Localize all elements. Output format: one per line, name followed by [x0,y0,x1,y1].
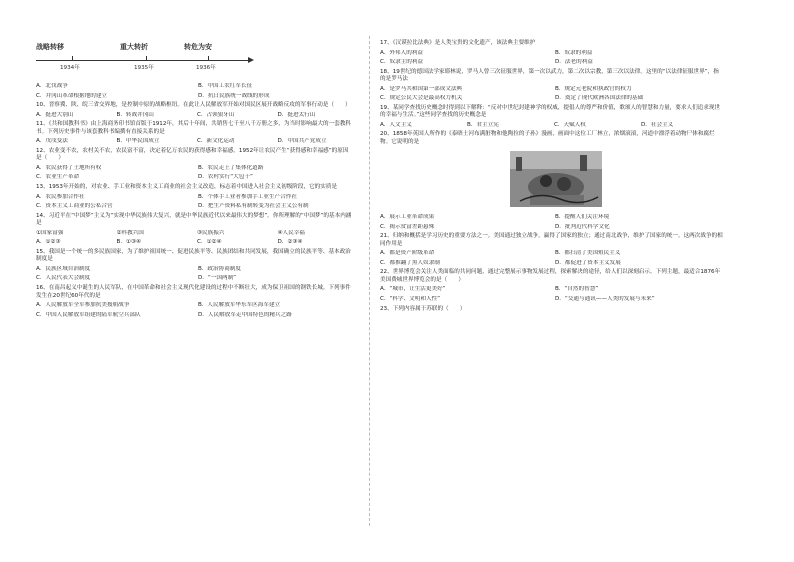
timeline-year-2: 1935年 [134,65,154,71]
answer-option[interactable]: A．都是资产阶级革命 [380,250,435,257]
answer-option[interactable]: A．“城市，让生活更美好” [380,286,446,293]
timeline-label-3: 转危为安 [184,43,212,51]
answer-option[interactable]: C．奴隶主的利益 [380,59,424,66]
answer-option[interactable]: B．都扫清了美国殖民主义 [555,250,621,257]
answer-option[interactable]: B．中华民国成立 [116,138,160,145]
column-divider [369,36,370,526]
answer-option[interactable]: C．中国人民解放军组建的陆军航空兵部队 [36,311,141,318]
answer-options [380,250,724,258]
answer-option[interactable]: A．戊戌变法 [36,138,68,145]
question-text: 14、习近平在“中国梦”主义为“实现中华民族伟大复兴，就是中华民族近代以来最伟大的梦想”。你所理解的“中国梦”的基本内涵是 [36,212,352,227]
answer-option[interactable]: B．农民走上了集体化道路 [198,164,264,171]
answer-options [380,50,724,58]
answer-option[interactable]: B．①③④ [116,239,141,246]
answer-options [36,174,354,182]
answer-option[interactable]: D．“交通与通讯——人类的发展与未来” [555,296,655,303]
answer-options [36,230,354,238]
answer-options [380,95,724,103]
answer-options [380,86,724,94]
answer-option[interactable]: B．转战井冈山 [116,111,154,118]
question-text: 19、某同学查找历史概念时得到以下解释：“反对中世纪封建神学的权威，提倡人的尊严和价值，歌颂人的智慧和力量，要求人们追求现世的幸福与生活。”这些同学查找的历史概念是 [380,104,721,119]
answer-option[interactable]: A．北伐战争 [36,83,68,89]
answer-option[interactable]: ①国家富强 [36,229,64,236]
answer-option[interactable]: D．批判近代科学文化 [555,223,610,230]
timeline-axis [36,60,250,61]
answer-options [380,286,724,294]
answer-option[interactable]: C．农业生产革命 [36,174,80,181]
answer-options [380,59,724,67]
answer-option[interactable]: B．个体手工业者参加手工业生产合作社 [198,193,297,200]
answer-options [36,239,354,247]
answer-options [36,275,354,283]
answer-option[interactable]: D．法老的利益 [555,59,593,66]
right-column [380,40,724,315]
answer-options [36,312,354,320]
left-column [36,40,354,321]
question-text: 16、在南昌起义中诞生的人民军队，在中国革命和社会主义现代化建设的过程中不断壮大，成为保卫祖国的钢铁长城。下列事件发生在20世纪60年代的是 [36,285,351,299]
question-text: 12、农业变不农，农村关不农，农民富不富，决定着亿万农民的获得感和幸福感。1952年让农民产生“获得感和幸福感”的原因是（ ） [36,147,349,162]
answer-options [380,122,724,130]
answer-option[interactable]: D．挺进太行山 [277,111,316,118]
timeline-label-2: 重大转折 [120,43,148,51]
timeline-year-1: 1934年 [60,65,80,71]
answer-option[interactable]: D．②③④ [277,239,303,246]
answer-option[interactable]: C．资本主义工商业的公私合营 [36,203,113,210]
answer-option[interactable]: C．新文化运动 [197,138,235,145]
answer-options [380,296,724,304]
answer-options [380,260,724,268]
timeline-figure [36,40,276,80]
answer-option[interactable]: D．“一国两制” [198,275,237,282]
answer-option[interactable]: C．天赋人权 [554,121,586,128]
answer-option[interactable]: ②科教兴国 [116,229,144,236]
answer-option[interactable]: A．农民参加合作社 [36,193,85,200]
answer-option[interactable]: D．中国共产党成立 [277,138,327,145]
answer-options [36,266,354,274]
answer-option[interactable]: C．①②④ [197,239,222,246]
answer-options [36,194,354,202]
answer-option[interactable]: ③民族振兴 [197,229,225,236]
answer-option[interactable]: ④人民幸福 [277,229,305,236]
question-text: 15、我国是一个统一的多民族国家，为了维护祖国统一、促进民族平等、民族团结和共同发展，我国确立的民族平等、基本政治制度是 [36,248,351,263]
answer-option[interactable]: A．民族区域自治制度 [36,265,91,272]
answer-options [36,203,354,211]
timeline-tick [146,56,147,60]
answer-option[interactable]: C．规定公民大会是最高权力机关 [380,95,463,102]
answer-option[interactable]: A．是罗马共和国第一部成文法典 [380,85,463,92]
answer-options [380,224,724,232]
question-text: 20、1858年英国人所作的《泰晤士河布满脏物和他陶拉的子孙》漫画，画面中这位工厂林立，浓烟滚滚，河道中漂浮着动物尸体和腐烂物。它说明的是 [380,131,715,146]
answer-option[interactable]: C．“科学、文明和人性” [380,296,441,303]
answer-option[interactable]: C．占领狼牙山 [197,111,235,118]
timeline-label-1: 战略转移 [36,43,64,51]
answer-option[interactable]: D．人民解放军走中国特色的精兵之路 [198,311,292,318]
timeline-tick [208,56,209,60]
answer-options [36,138,354,146]
question-text: 18、19世纪的德国法学家耶林说，罗马人曾三次征服世界，第一次以武力，第二次以宗教，第三次以法律。这里的“以法律征服世界”，指的是罗马法 [380,68,719,83]
answer-option[interactable]: A．展示工业革命成果 [380,214,435,221]
answer-option[interactable]: D．抗日民族统一战线的形成 [198,92,270,99]
question-text: 17、《汉谟拉比法典》是人类宝贵的文化遗产，该法典主要维护 [380,40,536,46]
question-text: 10、晋察冀、陕、皖三省交界地，是控制中原的战略枢纽。在此让人民解放军开始对国民区展开战略反攻的军事行动是（ ） [36,102,351,109]
answer-option[interactable]: D．把生产资料私有制转变为社会主义公有制 [198,203,309,210]
answer-option[interactable]: B．君主立宪 [467,121,499,128]
answer-options [380,214,724,222]
answer-option[interactable]: A．人文主义 [380,121,412,128]
answer-option[interactable]: B．中国工农红军长征 [198,83,253,89]
answer-option[interactable]: D．农村实行“大包干” [198,174,253,181]
answer-option[interactable]: C．揭示贫富差距悬殊 [380,223,435,230]
answer-option[interactable]: D．都促进了资本主义发展 [555,259,621,266]
timeline-tick [72,56,73,60]
answer-option[interactable]: B．奴隶的利益 [555,49,593,56]
answer-option[interactable]: B．“自然的智慧” [555,286,599,293]
answer-option[interactable]: B．规定元老院和执政官的权力 [555,85,632,92]
answer-option[interactable]: A．①②③ [36,239,61,246]
answer-option[interactable]: B．政治协商制度 [198,265,241,272]
answer-options [36,83,354,91]
answer-options [36,112,354,120]
answer-options [36,165,354,173]
answer-option[interactable]: C．井冈山革命根据地的建立 [36,92,108,99]
answer-option[interactable]: C．人民代表大会制度 [36,275,91,282]
answer-options [36,302,354,310]
cartoon-image [510,151,602,207]
answer-option[interactable]: A．挺进大别山 [36,111,74,118]
question-text: 13、1953年开始的，对农业、手工业和资本主义工商业的社会主义改造，标志着中国进入社会主义初级阶段，它的实质是 [36,184,338,191]
answer-option[interactable]: A．外邦人的利益 [380,49,423,56]
question-text: 22、世界博览会关注人类面临的共同问题，通过完整展示事物发展过程，探索解决的途径，给人们以深刻启示。下列主题，最适合1876年美国费城世界博览会的是（ ） [380,269,721,283]
question-text: 21、归纳和概括是学习历史的重要方法之一。美国通过独立战争，赢得了国家的独立；通过南北战争，维护了国家的统一。这两次战争的相同作用是 [380,233,723,247]
answer-options [36,93,354,101]
answer-option[interactable]: A．农民获得了土地所有权 [36,164,102,171]
answer-option[interactable]: D．社会主义 [641,121,674,128]
timeline-arrow-icon [248,57,254,63]
question-text: 23、下列内容属于苏联的（ ） [380,305,466,312]
right-questions [380,40,724,313]
answer-option[interactable]: B．人民解放军华东军区海军建立 [198,302,281,309]
timeline-year-3: 1936年 [196,65,216,71]
left-questions [36,83,354,319]
question-text: 11、《共和国教科书》由上海商务印书馆首版于1912年，其后十年间，共销售七千至八千万册之多，为当时影响最大的一套教科书。下列历史事件与该套教科书编撰有直接关系的是 [36,121,352,135]
answer-option[interactable]: B．提醒人们关注环境 [555,214,610,221]
answer-option[interactable]: D．奠定了现代欧洲各国法律的基础 [555,95,644,102]
answer-option[interactable]: A．人民解放军全军参加抗美援朝战争 [36,302,130,309]
answer-option[interactable]: C．都推翻了黑人奴隶制 [380,259,440,266]
